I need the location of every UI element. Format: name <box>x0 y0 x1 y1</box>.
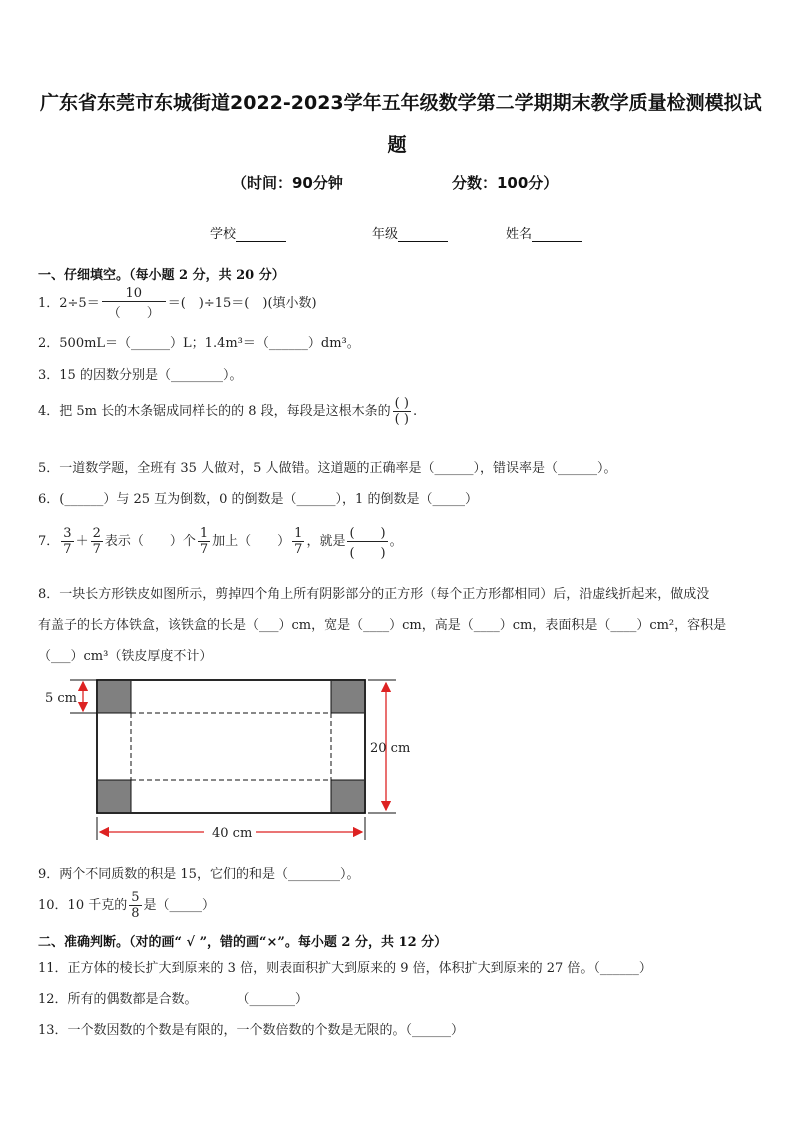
q7-plus: ＋ <box>75 534 89 549</box>
q7-f3-den: 7 <box>199 542 209 557</box>
q7-frac-5 <box>347 522 387 561</box>
exam-score: 分数：100分） <box>452 174 559 192</box>
q4-frac-num: ( ) <box>394 396 409 411</box>
q10-fraction <box>129 890 141 921</box>
q1-prefix: 1．2÷5＝ <box>38 296 100 311</box>
q10-frac-den: 8 <box>131 906 140 921</box>
label-20cm: 20 cm <box>370 741 411 756</box>
q7-f1-den: 7 <box>63 542 72 557</box>
label-40cm: 40 cm <box>212 826 253 841</box>
question-9: 9．两个不同质数的积是 15，它们的和是（________）。 <box>38 867 360 882</box>
question-8-line1: 8．一块长方形铁皮如图所示，剪掉四个角上所有阴影部分的正方形（每个正方形都相同）后，沿虚线折起来，做成没 <box>38 587 710 602</box>
school-label: 学校 <box>210 227 237 242</box>
corner-square-tr <box>331 681 364 713</box>
sheet-outline <box>97 680 365 813</box>
q7-text-1: 表示（ ）个 <box>104 534 196 549</box>
q10-suffix: 是（_____） <box>143 898 216 913</box>
label-5cm: 5 cm <box>45 691 78 706</box>
q10-prefix: 10．10 千克的 <box>38 898 128 913</box>
question-7 <box>38 522 403 561</box>
q7-frac-3 <box>198 526 210 557</box>
q7-f4-num: 1 <box>294 526 303 541</box>
q7-prefix: 7． <box>38 534 60 549</box>
section2-heading: 二、准确判断。（对的画“ √ ”，错的画“×”。每小题 2 分，共 12 分） <box>38 935 448 950</box>
school-blank <box>236 227 286 242</box>
q1-fraction <box>102 286 166 321</box>
q4-fraction <box>393 396 411 427</box>
q7-frac-4 <box>292 526 304 557</box>
q7-f2-num: 2 <box>92 526 101 541</box>
q1-frac-num: 10 <box>125 286 142 301</box>
corner-square-br <box>331 780 364 812</box>
school-field <box>210 223 286 242</box>
question-13: 13．一个数因数的个数是有限的，一个数倍数的个数是无限的。（______） <box>38 1023 465 1038</box>
q7-f3-num: 1 <box>199 526 209 541</box>
page-title-line2: 题 <box>387 134 407 156</box>
q7-frac-2 <box>91 526 103 557</box>
q7-text-2: 加上（ ） <box>212 534 291 549</box>
q7-f5-num: ( ) <box>349 526 386 541</box>
q1-suffix: ＝( )÷15＝( )(填小数) <box>167 296 317 311</box>
q4-frac-den: ( ) <box>394 412 409 427</box>
q4-end: . <box>412 404 418 419</box>
question-6: 6．(______）与 25 互为倒数，0 的倒数是（______），1 的倒数是（_____） <box>38 492 478 507</box>
question-2: 2．500mL＝（______）L；1.4m³＝（______）dm³。 <box>38 336 360 351</box>
q10-frac-num: 5 <box>131 890 140 905</box>
q8-iron-sheet-figure <box>40 670 420 845</box>
q7-f2-den: 7 <box>92 542 101 557</box>
grade-field <box>372 223 448 242</box>
grade-label: 年级 <box>372 227 399 242</box>
question-3: 3．15 的因数分别是（________）。 <box>38 368 243 383</box>
question-10 <box>38 890 215 921</box>
page-title-line1: 广东省东莞市东城街道2022-2023学年五年级数学第二学期期末教学质量检测模拟试 <box>40 92 762 114</box>
q7-frac-1 <box>61 526 73 557</box>
name-blank <box>532 227 582 242</box>
name-label: 姓名 <box>506 227 533 242</box>
question-11: 11．正方体的棱长扩大到原来的 3 倍，则表面积扩大到原来的 9 倍，体积扩大到原来的 27 倍。（______） <box>38 961 652 976</box>
grade-blank <box>398 227 448 242</box>
question-5: 5．一道数学题，全班有 35 人做对，5 人做错。这道题的正确率是（______），错误率是（______）。 <box>38 461 617 476</box>
question-8-line3: （___）cm³（铁皮厚度不计） <box>38 649 213 664</box>
q7-text-3: ，就是 <box>306 534 346 549</box>
exam-time: （时间：90分钟 <box>232 174 343 192</box>
q7-f4-den: 7 <box>294 542 303 557</box>
question-12: 12．所有的偶数都是合数。 （_______） <box>38 992 309 1007</box>
corner-square-bl <box>98 780 131 812</box>
section1-heading: 一、仔细填空。（每小题 2 分，共 20 分） <box>38 268 285 283</box>
q7-end: 。 <box>389 534 403 549</box>
name-field <box>506 223 582 242</box>
question-1 <box>38 286 317 321</box>
question-8-line2: 有盖子的长方体铁盒，该铁盒的长是（___）cm，宽是（____）cm，高是（____）cm，表面积是（____）cm²，容积是 <box>38 618 727 633</box>
q1-frac-den: （ ） <box>102 301 166 321</box>
q7-f5-den: ( ) <box>347 541 387 561</box>
q4-text: 4．把 5m 长的木条锯成同样长的的 8 段，每段是这根木条的 <box>38 404 391 419</box>
question-4 <box>38 396 417 427</box>
corner-square-tl <box>98 681 131 713</box>
q7-f1-num: 3 <box>63 526 72 541</box>
